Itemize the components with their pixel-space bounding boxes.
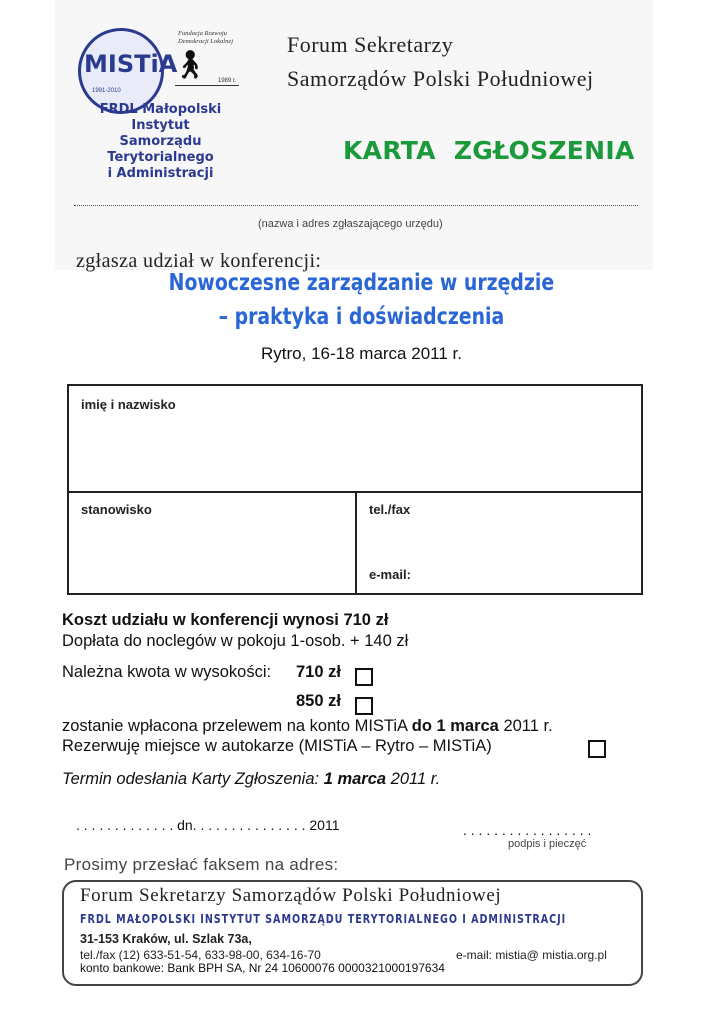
fax-street-address: 31-153 Kraków, ul. Szlak 73a, — [80, 932, 252, 946]
name-field-label: imię i nazwisko — [81, 397, 176, 412]
frdl-logo-text: FRDL Małopolski Instytut Samorządu Terytorialnego i Administracji — [99, 102, 222, 181]
form-divider-vertical — [355, 491, 357, 595]
transfer-line: zostanie wpłacona przelewem na konto MISTiA do 1 marca 2011 r. — [62, 717, 553, 735]
fundacja-figure-icon: 🚶︎ — [172, 49, 208, 80]
amount-710-checkbox[interactable] — [355, 668, 373, 686]
bus-line: Rezerwuję miejsce w autokarze (MISTiA – Rytro – MISTiA) — [62, 737, 492, 755]
supplement-line: Dopłata do noclegów w pokoju 1-osob. + 140 zł — [62, 632, 409, 650]
position-field-label: stanowisko — [81, 502, 152, 517]
amount-option-850: 850 zł — [296, 692, 341, 710]
bus-checkbox[interactable] — [588, 740, 606, 758]
email-field-label: e-mail: — [369, 567, 411, 582]
fundacja-logo-year: 1989 r. — [218, 78, 237, 84]
name-field[interactable] — [69, 418, 641, 489]
amount-label: Należna kwota w wysokości: — [62, 663, 272, 681]
fax-email: e-mail: mistia@ mistia.org.pl — [456, 948, 607, 962]
fax-intro: Prosimy przesłać faksem na adres: — [64, 855, 339, 874]
page-title: KARTA ZGŁOSZENIA — [343, 136, 635, 165]
applicant-dotted-line — [74, 205, 638, 206]
fax-bank-account: konto bankowe: Bank BPH SA, Nr 24 10600076 0000321000197634 — [80, 961, 445, 975]
mistia-logo-text: MISTiA — [84, 50, 178, 78]
cost-line: Koszt udziału w konferencji wynosi 710 zł — [62, 611, 389, 629]
email-field[interactable] — [420, 562, 640, 592]
telfax-field[interactable] — [358, 520, 641, 560]
conference-title-line1: Nowoczesne zarządzanie w urzędzie — [168, 270, 555, 296]
signature-dots: . . . . . . . . . . . . . . . . . — [463, 822, 592, 838]
mistia-logo-years: 1991-2010 — [92, 88, 121, 94]
applicant-caption: (nazwa i adres zgłaszającego urzędu) — [258, 218, 443, 230]
applicant-intro: zgłasza udział w konferencji: — [76, 250, 322, 272]
deadline-line: Termin odesłania Karty Zgłoszenia: 1 marca 2011 r. — [62, 770, 441, 788]
fax-frdl-name: FRDL MAŁOPOLSKI INSTYTUT SAMORZĄDU TERYTORIALNEGO I ADMINISTRACJI — [80, 912, 567, 926]
telfax-field-label: tel./fax — [369, 502, 411, 517]
conference-title-line2: – praktyka i doświadczenia — [218, 304, 505, 330]
conference-place-date: Rytro, 16-18 marca 2011 r. — [261, 344, 462, 363]
fundacja-logo-text: Fundacja Rozwoju Demokracji Lokalnej — [178, 30, 234, 45]
amount-option-710: 710 zł — [296, 663, 341, 681]
amount-850-checkbox[interactable] — [355, 697, 373, 715]
fundacja-logo-rule — [175, 85, 239, 86]
fax-telfax: tel./fax (12) 633-51-54, 633-98-00, 634-16-70 — [80, 948, 321, 962]
position-field[interactable] — [69, 520, 353, 593]
fax-forum-name: Forum Sekretarzy Samorządów Polski Południowej — [80, 885, 502, 906]
signature-caption: podpis i pieczęć — [508, 838, 587, 850]
date-line: . . . . . . . . . . . . . dn. . . . . . . . . . . . . . . 2011 — [76, 817, 340, 833]
forum-heading: Forum Sekretarzy Samorządów Polski Południowej — [287, 32, 594, 91]
